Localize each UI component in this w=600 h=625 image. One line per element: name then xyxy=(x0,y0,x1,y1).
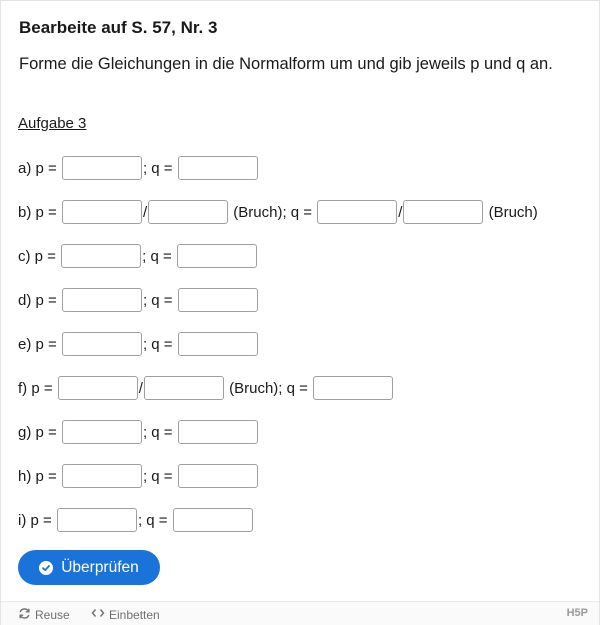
row-c-p-label: c) p = xyxy=(18,247,61,265)
row-h-q-input[interactable] xyxy=(178,464,258,488)
row-f-p-fraction-slash: / xyxy=(138,379,143,397)
row-g-p-label: g) p = xyxy=(18,423,61,441)
row-g-q-input[interactable] xyxy=(178,420,258,444)
row-a-p-input[interactable] xyxy=(62,156,142,180)
row-f-p-label: f) p = xyxy=(18,379,57,397)
row-b-q-fraction-slash: / xyxy=(398,203,403,221)
row-c-p-input[interactable] xyxy=(61,244,141,268)
row-f-q-label: (Bruch); q = xyxy=(224,379,313,397)
row-c-q-label: ; q = xyxy=(142,247,176,265)
row-d-p-label: d) p = xyxy=(18,291,61,309)
h5p-footer xyxy=(1,601,599,625)
equation-row-d xyxy=(18,287,259,313)
row-e-p-label: e) p = xyxy=(18,335,61,353)
row-f-p-numerator-input[interactable] xyxy=(58,376,138,400)
row-g-q-label: ; q = xyxy=(142,423,177,441)
reuse-label: Reuse xyxy=(35,608,70,622)
row-b-p-numerator-input[interactable] xyxy=(62,200,142,224)
row-d-p-input[interactable] xyxy=(62,288,142,312)
row-e-q-input[interactable] xyxy=(178,332,258,356)
row-h-q-label: ; q = xyxy=(142,467,177,485)
row-c-q-input[interactable] xyxy=(177,244,257,268)
row-i-q-label: ; q = xyxy=(137,511,172,529)
embed-code-icon xyxy=(91,607,105,622)
row-g-p-input[interactable] xyxy=(62,420,142,444)
task-title: Bearbeite auf S. 57, Nr. 3 xyxy=(19,18,218,37)
h5p-logo[interactable]: H5P xyxy=(566,607,588,619)
equation-row-g xyxy=(18,419,259,445)
row-b-p-fraction-slash: / xyxy=(142,203,148,221)
row-e-q-label: ; q = xyxy=(142,335,177,353)
row-a-q-label: ; q = xyxy=(142,159,177,177)
row-a-p-label: a) p = xyxy=(18,159,61,177)
check-circle-icon xyxy=(39,561,53,575)
check-button[interactable] xyxy=(18,550,160,585)
row-i-q-input[interactable] xyxy=(173,508,253,532)
row-b-p-denominator-input[interactable] xyxy=(148,200,228,224)
check-button-label: Überprüfen xyxy=(61,558,139,576)
row-e-p-input[interactable] xyxy=(62,332,142,356)
row-d-q-input[interactable] xyxy=(178,288,258,312)
embed-link[interactable] xyxy=(91,607,160,622)
row-f-p-denominator-input[interactable] xyxy=(144,376,224,400)
row-b-q-label: (Bruch); q = xyxy=(229,203,317,221)
embed-label: Einbetten xyxy=(109,607,160,622)
row-a-q-input[interactable] xyxy=(178,156,258,180)
reuse-link[interactable] xyxy=(18,607,70,623)
equation-row-a xyxy=(18,155,259,181)
task-number-label: Aufgabe 3 xyxy=(18,115,87,132)
row-b-fraction-note: (Bruch) xyxy=(484,203,538,221)
row-h-p-input[interactable] xyxy=(62,464,142,488)
equation-row-f xyxy=(18,375,394,401)
equation-row-i xyxy=(18,507,254,533)
reuse-icon xyxy=(18,607,31,623)
task-description: Forme die Gleichungen in die Normalform um und gib jeweils p und q an. xyxy=(19,55,553,73)
equation-row-h xyxy=(18,463,259,489)
equation-row-b xyxy=(18,199,538,225)
row-b-p-label: b) p = xyxy=(18,203,61,221)
row-b-q-denominator-input[interactable] xyxy=(403,200,483,224)
row-d-q-label: ; q = xyxy=(142,291,177,309)
row-h-p-label: h) p = xyxy=(18,467,61,485)
equation-row-c xyxy=(18,243,258,269)
row-i-p-label: i) p = xyxy=(18,511,56,529)
row-f-q-input[interactable] xyxy=(313,376,393,400)
equation-row-e xyxy=(18,331,259,357)
row-b-q-numerator-input[interactable] xyxy=(317,200,397,224)
row-i-p-input[interactable] xyxy=(57,508,137,532)
